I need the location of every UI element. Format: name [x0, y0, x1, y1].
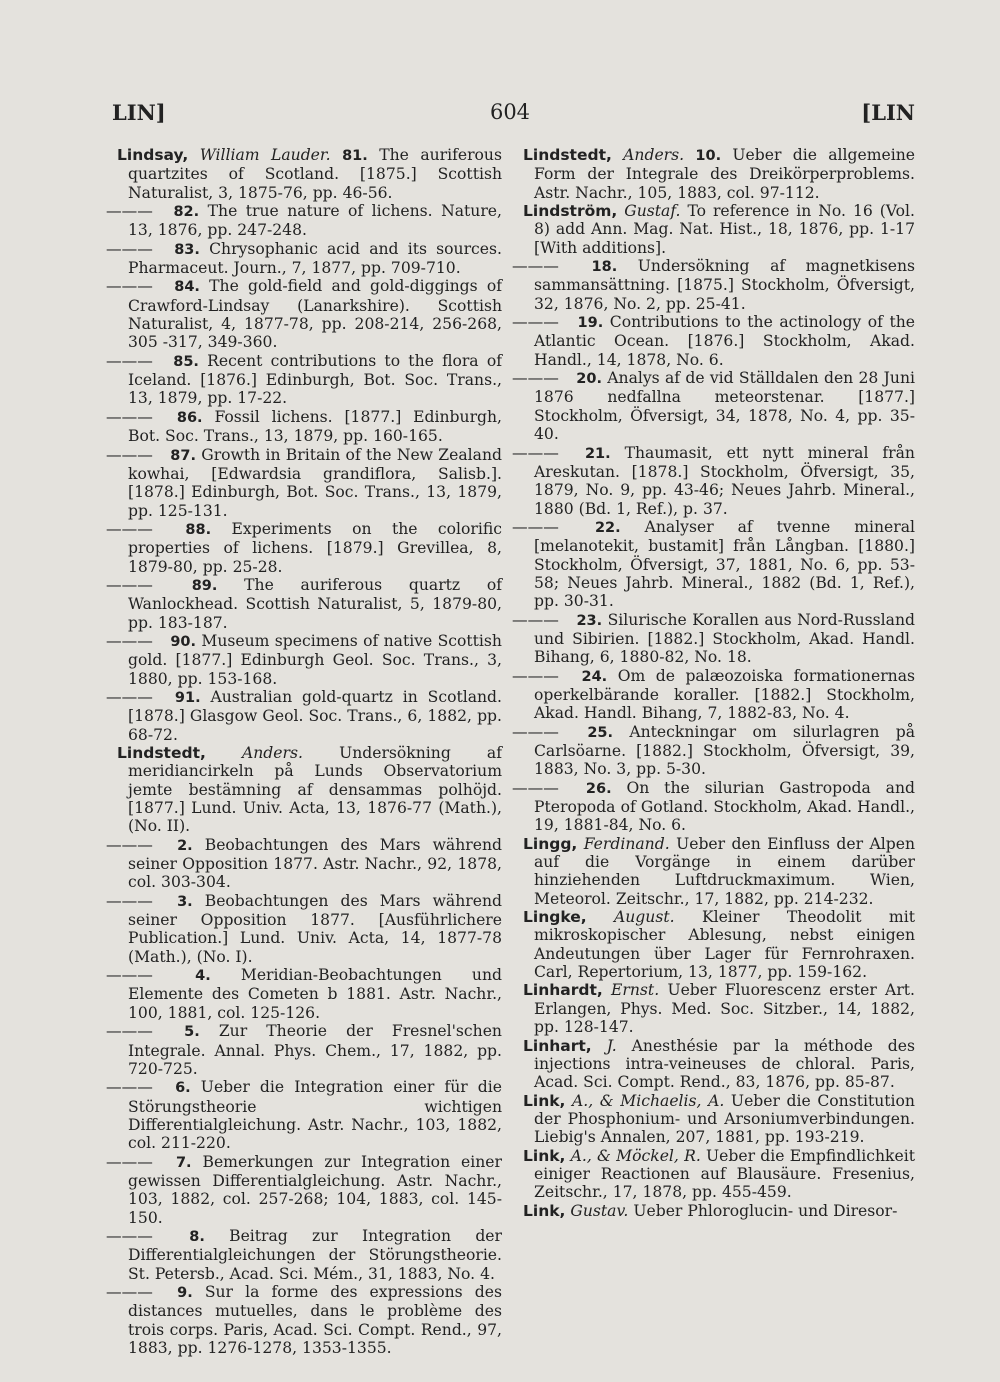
- entry-text: Undersökning af magnetkisens sammansättning. [1875.] Stockholm, Öfversigt, 32, 1876, No. 2, pp. 25-41.: [534, 257, 915, 313]
- ditto-dash: ———: [106, 351, 153, 370]
- left-column: [106, 146, 502, 1357]
- entry-number: 86.: [176, 409, 203, 426]
- entry-text: Ueber die Integration einer für die Störungstheorie wichtigen Differentialgleichung. Astr. Nachr., 103, 1882, col. 211-220.: [128, 1078, 502, 1153]
- entry-text: Recent contributions to the flora of Iceland. [1876.] Edinburgh, Bot. Soc. Trans., 13, 1879, pp. 17-22.: [128, 351, 502, 408]
- right-column: [512, 146, 916, 1220]
- entry-number: 8.: [189, 1228, 205, 1245]
- entry-number: 20.: [576, 371, 602, 388]
- entry-text: Beitrag zur Integration der Differentialgleichungen der Störungstheorie. St. Petersb., Acad. Sci. Mém., 31, 1883, No. 4.: [128, 1226, 502, 1283]
- ditto-dash: ———: [106, 687, 153, 706]
- ditto-dash: ———: [106, 239, 153, 258]
- bibliography-entry: [523, 908, 915, 981]
- bibliography-entry: [106, 407, 502, 446]
- ditto-dash: ———: [512, 722, 559, 741]
- ditto-dash: ———: [512, 369, 559, 388]
- entry-author-given: August.: [614, 908, 675, 927]
- bibliography-entry: [512, 257, 915, 313]
- entry-author: Lindström,: [523, 202, 618, 221]
- bibliography-entry: [512, 666, 915, 723]
- entry-number: 19.: [577, 315, 604, 332]
- ditto-dash: ———: [512, 517, 559, 536]
- bibliography-entry: [106, 631, 502, 688]
- entry-author: Lindstedt,: [117, 744, 206, 762]
- entry-author-given: Gustav.: [570, 1201, 629, 1220]
- bibliography-entry: [106, 277, 502, 352]
- bibliography-entry: [106, 966, 502, 1022]
- entry-text: Bemerkungen zur Integration einer gewissen Differentialgleichung. Astr. Nachr., 103, 1882, col. 257-268; 104, 1883, col. 145-150.: [128, 1152, 502, 1227]
- entry-number: 91.: [174, 689, 201, 706]
- entry-text: Zur Theorie der Fresnel'schen Integrale. Annal. Phys. Chem., 17, 1882, pp. 720-725.: [128, 1022, 502, 1078]
- entry-number: 85.: [173, 353, 199, 370]
- bibliography-entry: [106, 351, 502, 408]
- bibliography-entry: [106, 1282, 502, 1357]
- ditto-dash: ———: [106, 277, 153, 296]
- bibliography-entry: [106, 1152, 502, 1227]
- ditto-dash: ———: [106, 1022, 153, 1041]
- bibliography-entry: [106, 687, 502, 744]
- bibliography-entry: [512, 369, 915, 444]
- entry-author-given: Anders.: [623, 146, 685, 164]
- entry-number: 25.: [587, 724, 614, 741]
- entry-number: 90.: [170, 633, 197, 650]
- bibliography-entry: [523, 1202, 915, 1220]
- ditto-dash: ———: [106, 835, 153, 854]
- entry-text: Ueber die allgemeine Form der Integrale des Dreikörperproblems. Astr. Nachr., 105, 1883, col. 97-112.: [534, 146, 915, 202]
- bibliography-entry: [523, 1037, 915, 1092]
- entry-author: Lingke,: [523, 908, 587, 927]
- bibliography-entry: [106, 1226, 502, 1283]
- entry-text: Beobachtungen des Mars während seiner Opposition 1877. Astr. Nachr., 92, 1878, col. 303-304.: [128, 835, 502, 892]
- header-left: LIN]: [112, 100, 166, 125]
- entry-author-given: Ernst.: [611, 981, 660, 1000]
- entry-text: Undersökning af meridiancirkeln på Lunds Observatorium jemte bestämning af densammas polhöjd. [1877.] Lund. Univ. Acta, 13, 1876-77 (Math.), (No. II).: [128, 744, 502, 836]
- entry-number: 9.: [177, 1284, 193, 1301]
- running-header: [0, 100, 1000, 130]
- entry-number: 21.: [584, 445, 611, 462]
- ditto-dash: ———: [106, 631, 153, 650]
- entry-text: Silurische Korallen aus Nord-Russland und Sibirien. [1882.] Stockholm, Akad. Handl. Bihang, 6, 1880-82, No. 18.: [534, 610, 915, 667]
- entry-text: Fossil lichens. [1877.] Edinburgh, Bot. Soc. Trans., 13, 1879, pp. 160-165.: [128, 407, 502, 446]
- header-right: [LIN: [861, 100, 915, 125]
- entry-text: The true nature of lichens. Nature, 13, 1876, pp. 247-248.: [128, 202, 502, 240]
- entry-text: Ueber die Constitution der Phosphonium- und Arsoniumverbindungen. Liebig's Annalen, 207, 1881, pp. 193-219.: [534, 1091, 915, 1147]
- ditto-dash: ———: [106, 407, 153, 426]
- entry-number: 18.: [591, 259, 618, 276]
- entry-author: Link,: [523, 1091, 566, 1110]
- entry-number: 81.: [342, 148, 368, 164]
- ditto-dash: ———: [106, 1226, 153, 1245]
- ditto-dash: ———: [106, 519, 153, 538]
- bibliography-entry: [106, 891, 502, 966]
- entry-number: 24.: [581, 668, 608, 685]
- entry-number: 22.: [594, 519, 621, 536]
- entry-text: Sur la forme des expressions des distances mutuelles, dans le problème des trois corps. Paris, Acad. Sci. Compt. Rend., 97, 1883, pp. 1276-1278, 1353-1355.: [128, 1282, 502, 1357]
- entry-text: Anteckningar om silurlagren på Carlsöarne. [1882.] Stockholm, Öfversigt, 39, 1883, No. 3, pp. 5-30.: [534, 722, 915, 779]
- entry-author: Lindsay,: [117, 146, 189, 164]
- entry-text: Analys af de vid Ställdalen den 28 Juni 1876 nedfallna meteorstenar. [1877.] Stockholm, Öfversigt, 34, 1878, No. 4, pp. 35-40.: [534, 369, 915, 444]
- bibliography-entry: [106, 239, 502, 278]
- entry-text: Contributions to the actinology of the Atlantic Ocean. [1876.] Stockholm, Akad. Handl., 14, 1878, No. 6.: [534, 313, 916, 369]
- bibliography-entry: [512, 610, 915, 667]
- entry-text: Kleiner Theodolit mit mikroskopischer Ablesung, nebst einigen Andeutungen über Lager für Fernrohraxen. Carl, Repertorium, 13, 1877, pp. 159-162.: [534, 908, 915, 982]
- ditto-dash: ———: [512, 610, 559, 629]
- bibliography-entry: [523, 981, 915, 1036]
- bibliography-entry: [512, 517, 915, 611]
- entry-number: 87.: [170, 447, 196, 464]
- entry-text: To reference in No. 16 (Vol. 8) add Ann. Mag. Nat. Hist., 18, 1876, pp. 1-17 [With additions].: [534, 202, 915, 257]
- entry-author: Lindstedt,: [523, 146, 612, 164]
- entry-text: Analyser af tvenne mineral [melanotekit, bustamit] från Långban. [1880.] Stockholm, Öfversigt, 37, 1881, No. 6, pp. 53-58; Neues Jahrb. Mineral., 1882 (Bd. 1, Ref.), pp. 30-31.: [534, 517, 915, 611]
- entry-text: Experiments on the colorific properties of lichens. [1879.] Grevillea, 8, 1879-80, pp. 25-28.: [128, 519, 502, 576]
- bibliography-entry: [523, 202, 915, 257]
- entry-number: 83.: [174, 241, 200, 258]
- entry-text: On the silurian Gastropoda and Pteropoda of Gotland. Stockholm, Akad. Handl., 19, 1881-84, No. 6.: [534, 778, 915, 835]
- entry-number: 84.: [174, 279, 200, 296]
- ditto-dash: ———: [106, 1078, 153, 1097]
- ditto-dash: ———: [106, 891, 153, 910]
- bibliography-entry: [106, 1078, 502, 1153]
- ditto-dash: ———: [106, 445, 153, 464]
- entry-text: Ueber Fluorescenz erster Art. Erlangen, Phys. Med. Soc. Sitzber., 14, 1882, pp. 128-147.: [534, 981, 915, 1037]
- bibliography-entry: [117, 744, 502, 836]
- entry-author: Link,: [523, 1146, 566, 1165]
- entry-text: Growth in Britain of the New Zealand kowhai, [Edwardsia grandiflora, Salisb.]. [1878.] Edinburgh, Bot. Soc. Trans., 13, 1879, pp. 125-131.: [128, 445, 502, 520]
- ditto-dash: ———: [106, 1282, 153, 1301]
- entry-number: 26.: [585, 780, 612, 797]
- entry-author: Link,: [523, 1201, 566, 1220]
- entry-number: 3.: [177, 893, 193, 910]
- entry-text: The gold-field and gold-diggings of Crawford-Lindsay (Lanarkshire). Scottish Naturalist, 4, 1877-78, pp. 208-214, 256-268, 305 -317, 349-360.: [128, 277, 502, 352]
- ditto-dash: ———: [512, 666, 559, 685]
- bibliography-entry: [512, 313, 916, 369]
- bibliography-entry: [523, 1147, 915, 1202]
- ditto-dash: ———: [512, 257, 559, 276]
- entry-author-given: J.: [606, 1036, 617, 1055]
- bibliography-entry: [512, 778, 915, 835]
- entry-text: Thaumasit, ett nytt mineral från Areskutan. [1878.] Stockholm, Öfversigt, 35, 1879, No. 9, pp. 43-46; Neues Jahrb. Mineral., 1880 (Bd. 1, Ref.), p. 37.: [534, 443, 915, 518]
- entry-number: 6.: [175, 1080, 191, 1097]
- entry-number: 23.: [576, 612, 603, 629]
- ditto-dash: ———: [106, 1152, 153, 1171]
- ditto-dash: ———: [512, 313, 559, 332]
- bibliography-entry: [512, 443, 915, 518]
- entry-number: 89.: [191, 577, 218, 594]
- entry-author: Linhart,: [523, 1036, 592, 1055]
- entry-number: 4.: [195, 968, 211, 985]
- bibliography-entry: [106, 575, 502, 632]
- bibliography-entry: [523, 1092, 915, 1147]
- entry-author-given: A., & Michaelis, A.: [572, 1091, 725, 1110]
- entry-author-given: Gustaf.: [624, 202, 681, 221]
- ditto-dash: ———: [512, 443, 559, 462]
- ditto-dash: ———: [106, 575, 153, 594]
- ditto-dash: ———: [106, 202, 153, 221]
- entry-author-given: Anders.: [242, 744, 303, 762]
- entry-text: Chrysophanic acid and its sources. Pharmaceut. Journ., 7, 1877, pp. 709-710.: [128, 239, 502, 278]
- bibliography-entry: [106, 835, 502, 892]
- entry-text: Ueber Phloroglucin- und Diresor-: [633, 1201, 898, 1220]
- entry-text: Museum specimens of native Scottish gold. [1877.] Edinburgh Geol. Soc. Trans., 3, 1880, pp. 153-168.: [128, 631, 502, 688]
- entry-number: 88.: [185, 521, 212, 538]
- bibliography-entry: [523, 146, 915, 202]
- entry-author-given: A., & Möckel, R.: [570, 1146, 701, 1165]
- entry-text: The auriferous quartz of Wanlockhead. Scottish Naturalist, 5, 1879-80, pp. 183-187.: [128, 575, 502, 632]
- bibliography-entry: [512, 722, 915, 779]
- entry-number: 10.: [695, 148, 722, 164]
- entry-author: Lingg,: [523, 834, 578, 853]
- bibliography-entry: [106, 1022, 502, 1078]
- entry-author-given: Ferdinand.: [583, 834, 670, 853]
- page-number: 604: [489, 100, 531, 124]
- ditto-dash: ———: [512, 778, 559, 797]
- bibliography-entry: [106, 519, 502, 576]
- bibliography-entry: [117, 146, 502, 202]
- entry-text: Anesthésie par la méthode des injections intra-veineuses de chloral. Paris, Acad. Sci. Compt. Rend., 83, 1876, pp. 85-87.: [534, 1036, 915, 1092]
- entry-text: Meridian-Beobachtungen und Elemente des Cometen b 1881. Astr. Nachr., 100, 1881, col. 125-126.: [128, 966, 502, 1022]
- entry-number: 82.: [173, 204, 200, 221]
- bibliography-entry: [106, 445, 502, 520]
- entry-text: Beobachtungen des Mars während seiner Opposition 1877. [Ausführlichere Publication.] Lund. Univ. Acta, 14, 1877-78 (Math.), (No. I).: [128, 891, 502, 966]
- entry-text: Australian gold-quartz in Scotland. [1878.] Glasgow Geol. Soc. Trans., 6, 1882, pp. 68-72.: [128, 687, 502, 744]
- entry-number: 7.: [175, 1154, 192, 1171]
- entry-text: Om de palæozoiska formationernas operkelbärande koraller. [1882.] Stockholm, Akad. Handl. Bihang, 7, 1882-83, No. 4.: [534, 666, 915, 723]
- entry-number: 2.: [177, 837, 193, 854]
- entry-text: Ueber die Empfindlichkeit einiger Reactionen auf Blausäure. Fresenius, Zeitschr., 17, 1878, pp. 455-459.: [534, 1146, 915, 1202]
- entry-author-given: William Lauder.: [199, 146, 331, 164]
- entry-number: 5.: [184, 1024, 200, 1041]
- entry-author: Linhardt,: [523, 981, 603, 1000]
- entry-text: Ueber den Einfluss der Alpen auf die Vorgänge in einem darüber hinziehenden Luftdruckmaximum. Wien, Meteorol. Zeitschr., 17, 1882, pp. 214-232.: [534, 834, 915, 908]
- bibliography-entry: [523, 835, 915, 908]
- bibliography-entry: [106, 202, 502, 240]
- ditto-dash: ———: [106, 966, 153, 985]
- entry-text: The auriferous quartzites of Scotland. [1875.] Scottish Naturalist, 3, 1875-76, pp. 46-56.: [128, 146, 502, 202]
